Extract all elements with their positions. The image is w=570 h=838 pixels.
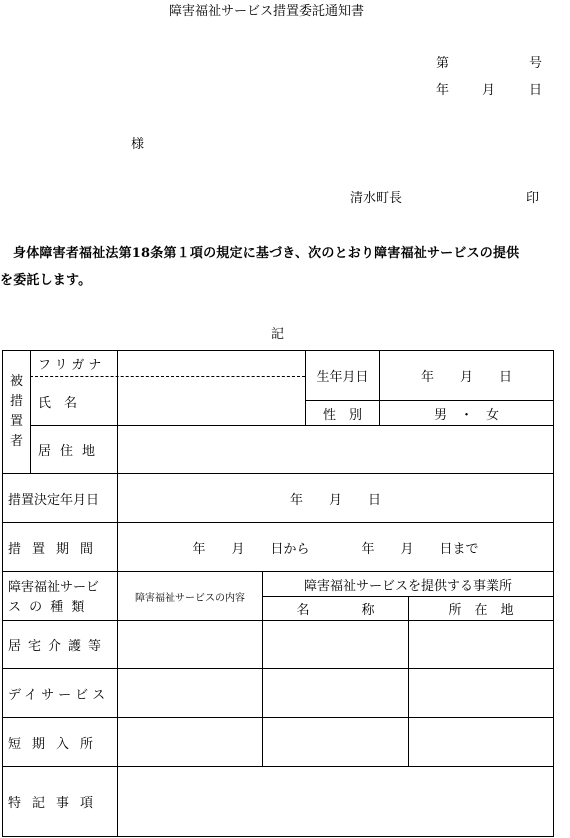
remarks-label: 特記事項 bbox=[8, 796, 105, 811]
birthdate-value: 年 月 日 bbox=[420, 370, 512, 385]
service-row-home-care: 居宅介護等 bbox=[8, 639, 109, 654]
service-row-day-service: デイサービス bbox=[8, 687, 110, 703]
birthdate-label: 生年月日 bbox=[316, 370, 369, 385]
decision-date-label: 措置決定年月日 bbox=[8, 492, 100, 508]
service-row-short-stay: 短期入所 bbox=[8, 736, 105, 752]
service-content-label: 障害福祉サービスの内容 bbox=[135, 592, 245, 604]
form-table bbox=[2, 350, 554, 837]
number-suffix: 号 bbox=[528, 56, 542, 71]
provider-address-label: 所 在 地 bbox=[448, 603, 514, 618]
issuer-name: 清水町長 bbox=[350, 191, 403, 206]
service-type-label-2: ス の 種 類 bbox=[8, 600, 87, 615]
body-line-2: を委託します。 bbox=[0, 273, 92, 288]
furigana-label: フリガナ bbox=[38, 358, 106, 373]
period-label: 措置期間 bbox=[8, 541, 105, 557]
provider-name-label: 名 称 bbox=[296, 603, 375, 618]
date-day: 日 bbox=[528, 83, 542, 98]
service-type-label-1: 障害福祉サービ bbox=[8, 580, 100, 595]
date-month: 月 bbox=[482, 83, 496, 98]
body-text bbox=[0, 240, 570, 294]
name-label: 氏 名 bbox=[38, 395, 78, 411]
gender-value: 男 ・ 女 bbox=[433, 407, 499, 423]
decision-date-value: 年 月 日 bbox=[289, 492, 381, 508]
number-prefix: 第 bbox=[436, 56, 450, 71]
recipient-label: 被 措 置 者 bbox=[9, 374, 23, 449]
addressee-suffix: 様 bbox=[131, 137, 145, 152]
body-line-1: 身体障害者福祉法第18条第１項の規定に基づき、次のとおり障害福祉サービスの提供 bbox=[13, 246, 520, 261]
date-year: 年 bbox=[436, 83, 450, 98]
document-title: 障害福祉サービス措置委託通知書 bbox=[169, 4, 365, 19]
period-value: 年 月 日から 年 月 日まで bbox=[192, 541, 479, 557]
ki-heading: 記 bbox=[271, 327, 285, 342]
seal-mark: 印 bbox=[526, 191, 540, 206]
address-label: 居住地 bbox=[38, 444, 105, 459]
gender-label: 性 別 bbox=[322, 407, 362, 423]
provider-label: 障害福祉サービスを提供する事業所 bbox=[303, 578, 512, 594]
